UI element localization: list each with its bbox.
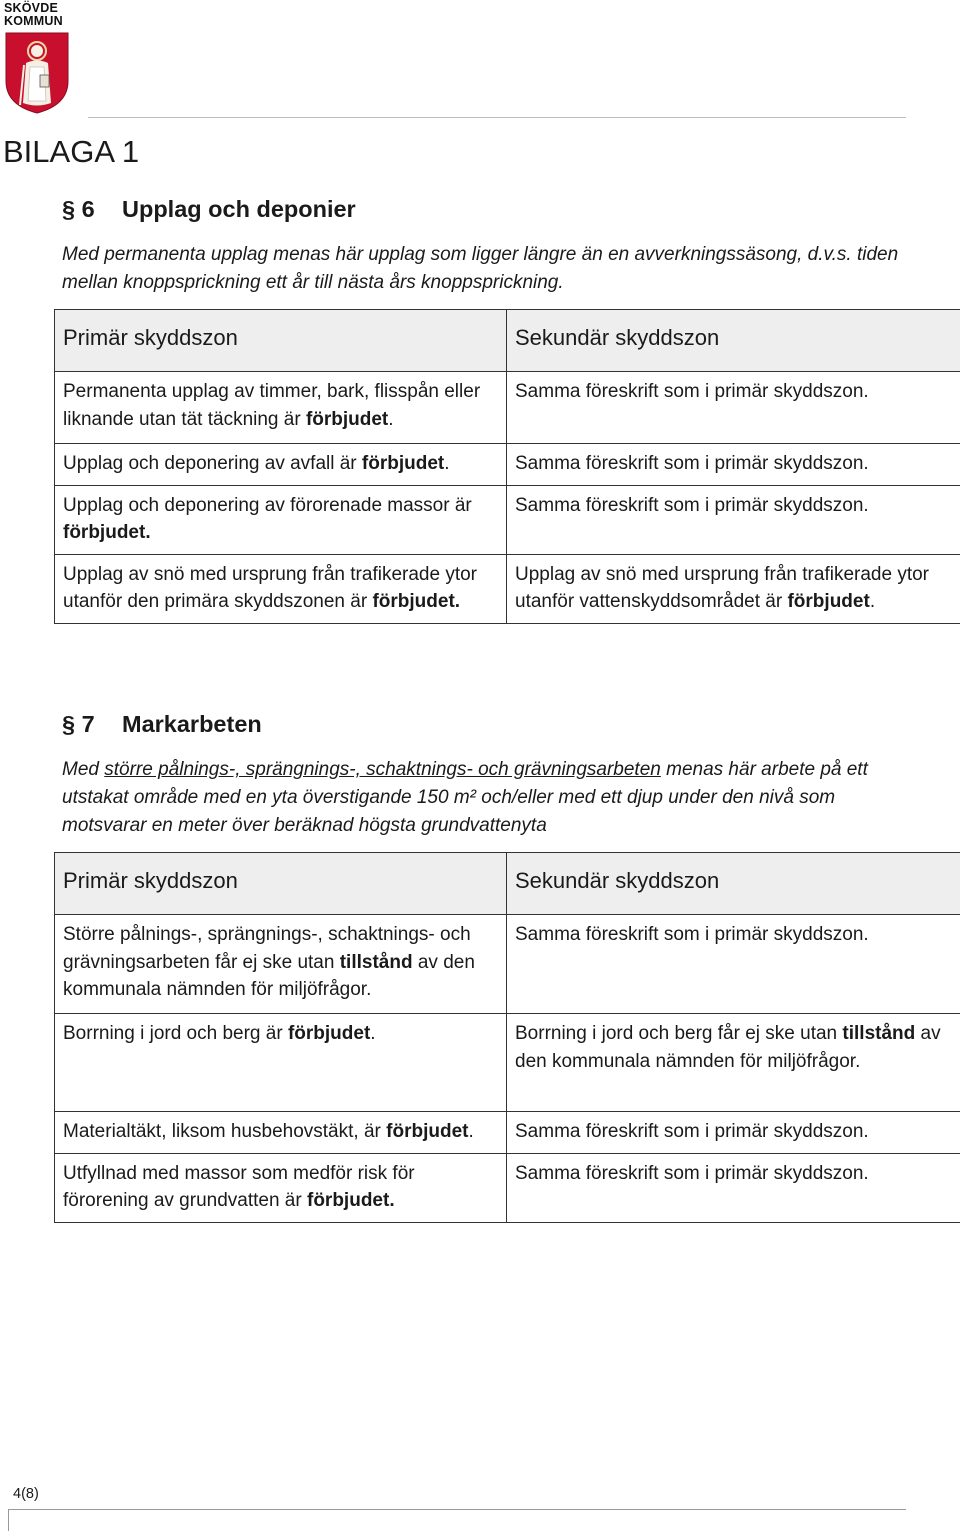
section-7-title: Markarbeten: [122, 711, 262, 737]
secondary-zone-cell: Samma föreskrift som i primär skyddszon.: [507, 1153, 960, 1222]
page-number: 4(8): [13, 1486, 39, 1502]
primary-zone-cell: Upplag och deponering av avfall är förbjudet.: [55, 444, 507, 486]
footer-divider-tick: [8, 1509, 9, 1531]
primary-zone-cell: Borrning i jord och berg är förbjudet.: [55, 1014, 507, 1112]
secondary-zone-cell: Samma föreskrift som i primär skyddszon.: [507, 485, 960, 554]
secondary-zone-cell: Samma föreskrift som i primär skyddszon.: [507, 372, 960, 444]
footer-divider: [8, 1509, 906, 1510]
logo-text-line2: KOMMUN: [4, 14, 63, 28]
section-7-number: § 7: [62, 711, 95, 737]
primary-zone-cell: Större pålnings-, sprängnings-, schaktnings- och grävningsarbeten får ej ske utan tillstånd av den kommunala nämnden för miljöfrågor.: [55, 915, 507, 1014]
header-secondary-zone: Sekundär skyddszon: [507, 310, 960, 372]
section-6-table: [54, 309, 960, 624]
header-primary-zone: Primär skyddszon: [55, 853, 507, 915]
coat-of-arms-icon: [4, 31, 70, 115]
table-header-row: [55, 310, 960, 372]
primary-zone-cell: Upplag och deponering av förorenade massor är förbjudet.: [55, 485, 507, 554]
primary-zone-cell: Upplag av snö med ursprung från trafikerade ytor utanför den primära skyddszonen är förbjudet.: [55, 554, 507, 623]
header-secondary-zone: Sekundär skyddszon: [507, 853, 960, 915]
header-primary-zone: Primär skyddszon: [55, 310, 507, 372]
section-7-table: [54, 852, 960, 1223]
skovde-kommun-logo: [4, 2, 74, 114]
logo-text-line1: SKÖVDE: [4, 1, 58, 15]
page-title: BILAGA 1: [3, 134, 140, 169]
header-divider: [88, 117, 906, 118]
section-6-heading: [62, 196, 356, 223]
secondary-zone-cell: Upplag av snö med ursprung från trafikerade ytor utanför vattenskyddsområdet är förbjudet.: [507, 554, 960, 623]
table-header-row: [55, 853, 960, 915]
primary-zone-cell: Materialtäkt, liksom husbehovstäkt, är förbjudet.: [55, 1112, 507, 1154]
table-row: [55, 444, 960, 486]
table-row: [55, 554, 960, 623]
primary-zone-cell: Utfyllnad med massor som medför risk för förorening av grundvatten är förbjudet.: [55, 1153, 507, 1222]
primary-zone-cell: Permanenta upplag av timmer, bark, flisspån eller liknande utan tät täckning är förbjudet.: [55, 372, 507, 444]
section-6-number: § 6: [62, 196, 95, 222]
section-6-intro: Med permanenta upplag menas här upplag som ligger längre än en avverkningssäsong, d.v.s. tiden mellan knoppsprickning ett år till nästa års knoppsprickning.: [62, 244, 899, 293]
section-6-title: Upplag och deponier: [122, 196, 356, 222]
secondary-zone-cell: Samma föreskrift som i primär skyddszon.: [507, 444, 960, 486]
defined-term: större pålnings-, sprängnings-, schaktnings- och grävningsarbeten: [104, 759, 661, 780]
table-row: [55, 485, 960, 554]
table-row: [55, 1153, 960, 1222]
section-7-heading: [62, 711, 262, 738]
section-7-intro: Med större pålnings-, sprängnings-, schaktnings- och grävningsarbeten menas här arbete på ett utstakat område med en yta överstigande 150 m² och/eller med ett djup under den nivå som motsvarar en meter över beräknad högsta grundvattenyta: [62, 759, 868, 836]
secondary-zone-cell: Samma föreskrift som i primär skyddszon.: [507, 915, 960, 1014]
table-row: [55, 1014, 960, 1112]
table-row: [55, 372, 960, 444]
secondary-zone-cell: Samma föreskrift som i primär skyddszon.: [507, 1112, 960, 1154]
secondary-zone-cell: Borrning i jord och berg får ej ske utan tillstånd av den kommunala nämnden för miljöfrågor.: [507, 1014, 960, 1112]
table-row: [55, 915, 960, 1014]
table-row: [55, 1112, 960, 1154]
